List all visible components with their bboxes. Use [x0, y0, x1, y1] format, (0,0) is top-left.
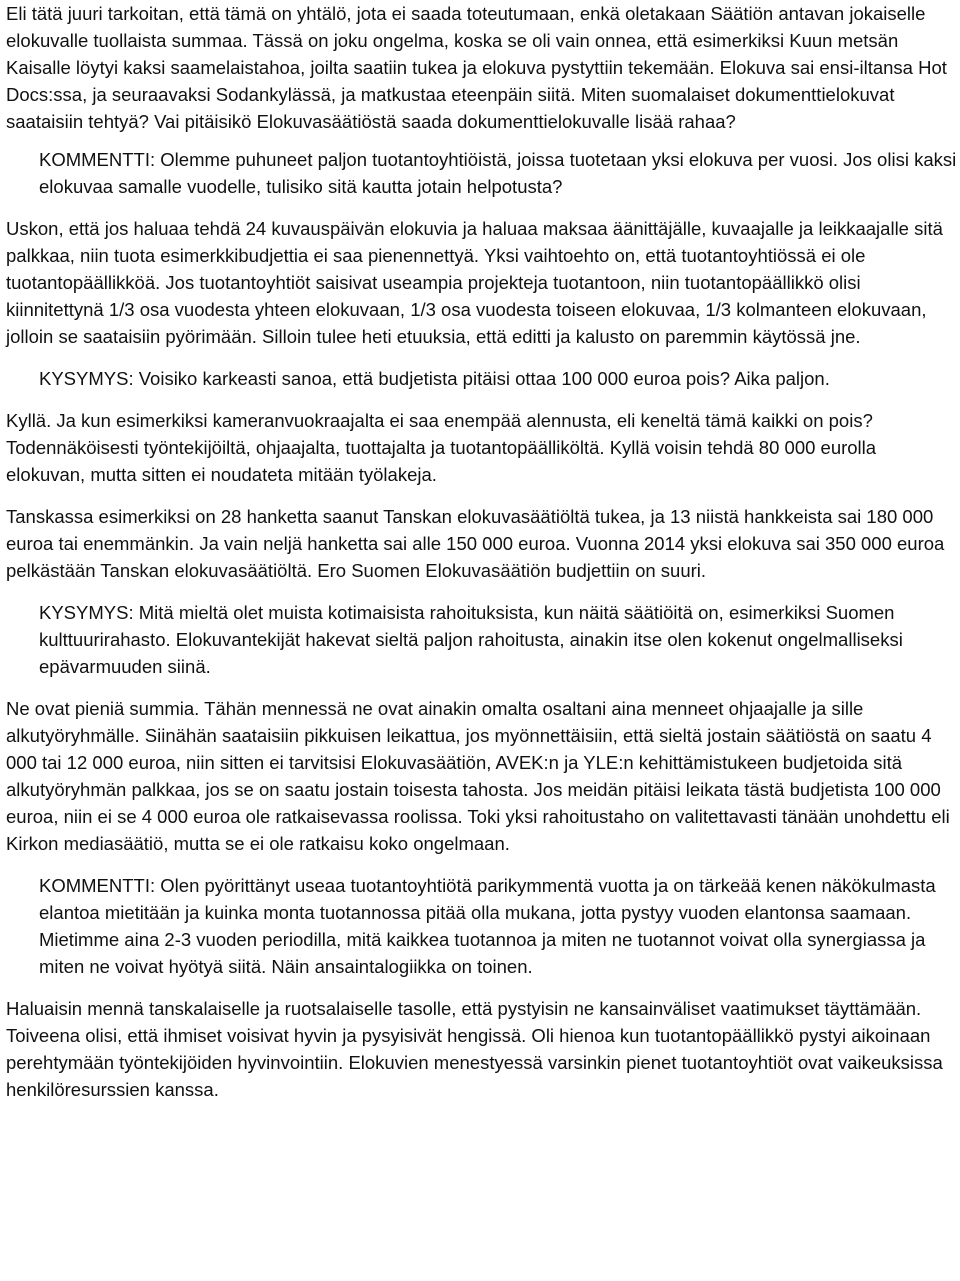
paragraph-answer-4	[6, 503, 958, 584]
comment-block-2	[6, 872, 958, 980]
question-block-1	[6, 365, 958, 392]
question-label: KYSYMYS:	[39, 368, 134, 389]
paragraph-text: Tanskassa esimerkiksi on 28 hanketta saanut Tanskan elokuvasäätiöltä tukea, ja 13 niistä hankkeista sai 180 000 euroa tai enemmänkin. Ja vain neljä hanketta sai alle 150 000 euroa. Vuonna 2014 yksi elokuva sai 350 000 euroa pelkästään Tanskan elokuvasäätiöltä. Ero Suomen Elokuvasäätiön budjettiin on suuri.	[6, 506, 945, 581]
comment-text: Olen pyörittänyt useaa tuotantoyhtiötä parikymmentä vuotta ja on tärkeää kenen näkökulmasta elantoa mietitään ja kuinka monta tuotannossa pitää olla mukana, jotta pystyy vuoden elantonsa saamaan. Mietimme aina 2-3 vuoden periodilla, mitä kaikkea tuotannoa ja miten ne tuotannot voivat olla synergiassa ja miten ne voivat hyötyä siitä. Näin ansaintalogiikka on toinen.	[39, 875, 936, 977]
paragraph-text: Uskon, että jos haluaa tehdä 24 kuvauspäivän elokuvia ja haluaa maksaa äänittäjälle, kuvaajalle ja leikkaajalle sitä palkkaa, niin tuota esimerkkibudjettia ei saa pienennettyä. Yksi vaihtoehto on, että tuotantoyhtiössä ei ole tuotantopäällikköä. Jos tuotantoyhtiöt saisivat useampia projekteja tuotantoon, niin tuotantopäällikkö olisi kiinnitettynä 1/3 osa vuodesta yhteen elokuvaan, 1/3 osa vuodesta toiseen elokuvaa, 1/3 kolmanteen elokuvaan, jolloin se saataisiin pyörimään. Silloin tulee heti etuuksia, että editti ja kalusto on paremmin käytössä jne.	[6, 218, 943, 347]
paragraph-text: Ne ovat pieniä summia. Tähän mennessä ne ovat ainakin omalta osaltani aina menneet ohjaajalle ja sille alkutyöryhmälle. Siinähän saataisiin pikkuisen leikattua, jos myönnettäisiin, että sieltä jostain säätiöstä on saatu 4 000 tai 12 000 euroa, niin sitten ei tarvitsisi Elokuvasäätiön, AVEK:n ja YLE:n kehittämistukeen budjetoida sitä alkutyöryhmän palkkaa, jos se on saatu jostain toisesta tahosta. Jos meidän pitäisi leikata tästä budjetista 100 000 euroa, niin ei se 4 000 euroa ole ratkaisevassa roolissa. Toki yksi rahoitustaho on valitettavasti tänään unohdettu eli Kirkon mediasäätiö, mutta se ei ole ratkaisu koko ongelmaan.	[6, 698, 950, 854]
paragraph-answer-6	[6, 995, 958, 1103]
paragraph-text: Kyllä. Ja kun esimerkiksi kameranvuokraajalta ei saa enempää alennusta, eli keneltä tämä kaikki on pois? Todennäköisesti työntekijöiltä, ohjaajalta, tuottajalta ja tuotantopäälliköltä. Kyllä voisin tehdä 80 000 eurolla elokuvan, mutta sitten ei noudateta mitään työlakeja.	[6, 410, 877, 485]
comment-label: KOMMENTTI:	[39, 875, 156, 896]
comment-text: Olemme puhuneet paljon tuotantoyhtiöistä, joissa tuotetaan yksi elokuva per vuosi. Jos olisi kaksi elokuvaa samalle vuodelle, tulisiko sitä kautta jotain helpotusta?	[39, 149, 957, 197]
paragraph-answer-5	[6, 695, 958, 857]
paragraph-answer-3	[6, 407, 958, 488]
question-block-2	[6, 599, 958, 680]
paragraph-text: Haluaisin mennä tanskalaiselle ja ruotsalaiselle tasolle, että pystyisin ne kansainväliset vaatimukset täyttämään. Toiveena olisi, että ihmiset voisivat hyvin ja pysyisivät hengissä. Oli hienoa kun tuotantopäällikkö pystyi aikoinaan perehtymään työntekijöiden hyvinvointiin. Elokuvien menestyessä varsinkin pienet tuotantoyhtiöt ovat vaikeuksissa henkilöresurssien kanssa.	[6, 998, 943, 1100]
comment-block-1	[6, 146, 958, 200]
paragraph-text: Eli tätä juuri tarkoitan, että tämä on yhtälö, jota ei saada toteutumaan, enkä oletakaan Säätiön antavan jokaiselle elokuvalle tuollaista summaa. Tässä on joku ongelma, koska se oli vain onnea, että esimerkiksi Kuun metsän Kaisalle löytyi kaksi saamelaistahoa, joilta saatiin tukea ja elokuva pystyttiin tekemään. Elokuva sai ensi-iltansa Hot Docs:ssa, ja seuraavaksi Sodankylässä, ja matkustaa eteenpäin siitä. Miten suomalaiset dokumenttielokuvat saataisiin tehtyä? Vai pitäisikö Elokuvasäätiöstä saada dokumenttielokuvalle lisää rahaa?	[6, 3, 947, 132]
paragraph-answer-2	[6, 215, 958, 350]
question-label: KYSYMYS:	[39, 602, 134, 623]
question-text: Voisiko karkeasti sanoa, että budjetista pitäisi ottaa 100 000 euroa pois? Aika paljon.	[133, 368, 830, 389]
comment-label: KOMMENTTI:	[39, 149, 156, 170]
paragraph-answer-1	[6, 0, 958, 135]
question-text: Mitä mieltä olet muista kotimaisista rahoituksista, kun näitä säätiöitä on, esimerkiksi Suomen kulttuurirahasto. Elokuvantekijät hakevat sieltä paljon rahoitusta, ainakin itse olen kokenut ongelmalliseksi epävarmuuden siinä.	[39, 602, 903, 677]
